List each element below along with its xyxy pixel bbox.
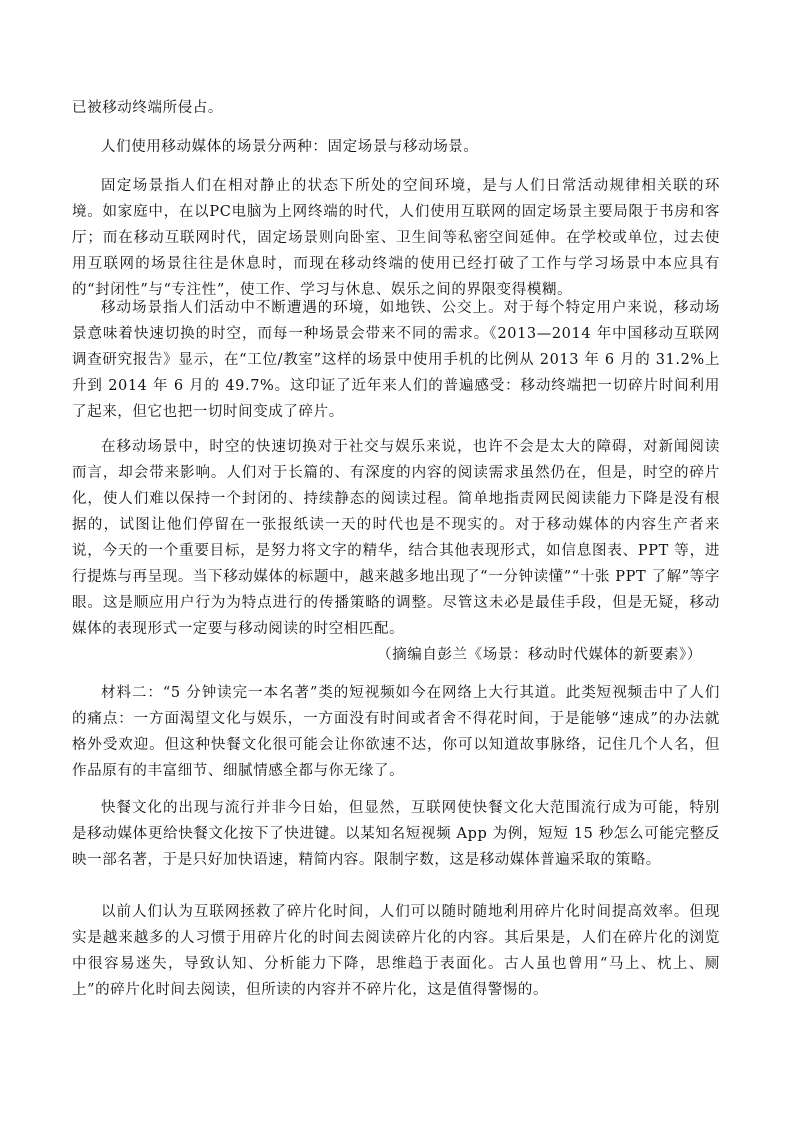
paragraph-fragmented-reading: 在移动场景中，时空的快速切换对于社交与娱乐来说，也许不会是太大的障碍，对新闻阅读而言，却会带来影响。人们对于长篇的、有深度的内容的阅读需求虽然仍在，但是，时空的碎片化，使人们难以保持一个封闭的、持续静态的阅读过程。简单地指责网民阅读能力下降是没有根据的，试图让他们停留在一张报纸读一天的时代也是不现实的。对于移动媒体的内容生产者来说，今天的一个重要目标，是努力将文字的精华，结合其他表现形式，如信息图表、PPT 等，进行提炼与再呈现。当下移动媒体的标题中，越来越多地出现了“一分钟读懂”“十张 PPT 了解”等字眼。这是顺应用户行为为特点进行的传播策略的调整。尽管这未必是最佳手段，但是无疑，移动媒体的表现形式一定要与移动阅读的时空相匹配。	[72, 439, 720, 637]
paragraph-mobile-scene: 移动场景指人们活动中不断遭遇的环境，如地铁、公交上。对于每个特定用户来说，移动场景意味着快速切换的时空，而每一种场景会带来不同的需求。《2013—2014 年中国移动互联网调查研究报告》显示，在“工位/教室”这样的场景中使用手机的比例从 2013 年 6 月的 31.2%上升到 2014 年 6 月的 49.7%。这印证了近年来人们的普遍感受：移动终端把一切碎片时间利用了起来，但它也把一切时间变成了碎片。	[72, 300, 720, 420]
paragraph-material-two: 材料二：“5 分钟读完一本名著”类的短视频如今在网络上大行其道。此类短视频击中了人们的痛点：一方面渴望文化与娱乐，一方面没有时间或者舍不得花时间，于是能够“速成”的办法就格外受欢迎。但这种快餐文化很可能会让你欲速不达，你可以知道故事脉络，记住几个人名，但作品原有的丰富细节、细腻情感全都与你无缘了。	[72, 685, 720, 779]
paragraph-continuation: 已被移动终端所侵占。	[72, 100, 223, 116]
paragraph-scenes-intro: 人们使用移动媒体的场景分两种：固定场景与移动场景。	[101, 139, 479, 155]
paragraph-fast-food-culture: 快餐文化的出现与流行并非今日始，但显然，互联网使快餐文化大范围流行成为可能，特别是移动媒体更给快餐文化按下了快进键。以某知名短视频 App 为例，短短 15 秒怎么可能完整反映一部名著，于是只好加快语速，精简内容。限制字数，这是移动媒体普遍采取的策略。	[72, 800, 720, 868]
paragraph-fixed-scene: 固定场景指人们在相对静止的状态下所处的空间环境，是与人们日常活动规律相关联的环境。如家庭中，在以PC电脑为上网终端的时代，人们使用互联网的固定场景主要局限于书房和客厅；而在移动互联网时代，固定场景则向卧室、卫生间等私密空间延伸。在学校或单位，过去使用互联网的场景往往是休息时，而现在移动终端的使用已经打破了工作与学习场景中本应具有的“封闭性”与“专注性”，使工作、学习与休息、娱乐之间的界限变得模糊。	[72, 178, 720, 298]
source-citation: （摘编自彭兰《场景：移动时代媒体的新要素》）	[377, 647, 702, 663]
paragraph-fragmented-time: 以前人们认为互联网拯救了碎片化时间，人们可以随时随地利用碎片化时间提高效率。但现实是越来越多的人习惯于用碎片化的时间去阅读碎片化的内容。其后果是，人们在碎片化的浏览中很容易迷失，导致认知、分析能力下降，思维趋于表面化。古人虽也曾用“马上、枕上、厕上”的碎片化时间去阅读，但所读的内容并不碎片化，这是值得警惕的。	[72, 904, 720, 998]
